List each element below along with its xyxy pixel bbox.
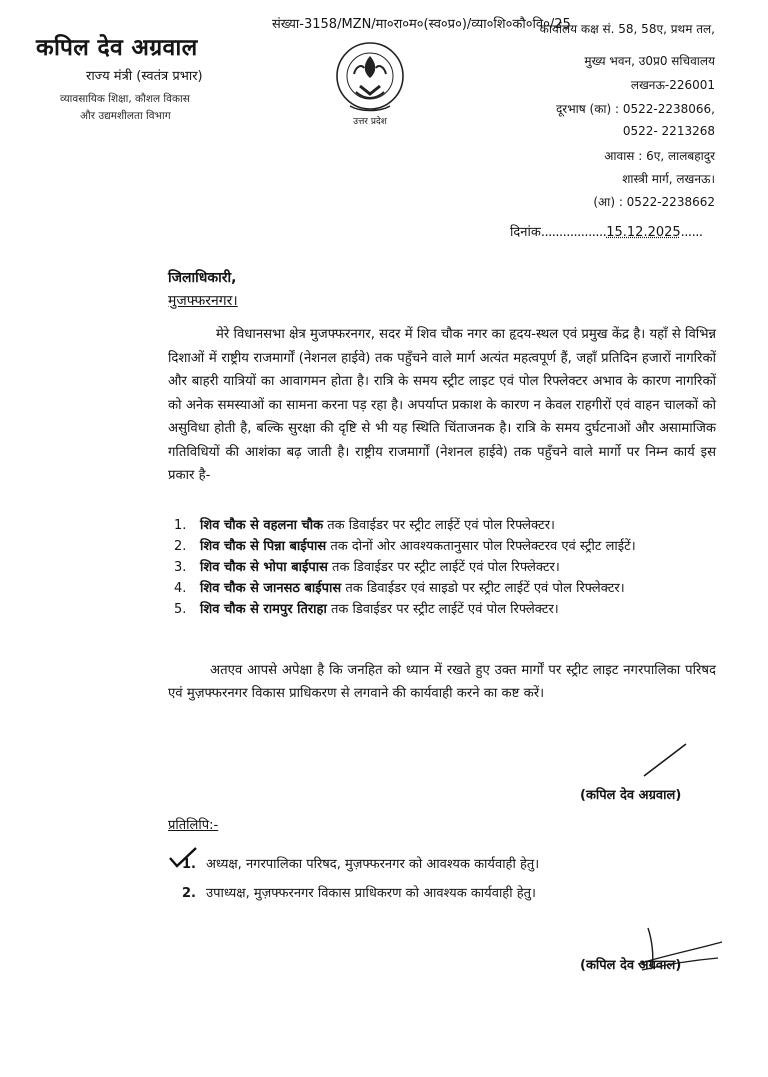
list-item — [168, 885, 728, 903]
point-number: 4. — [174, 581, 187, 596]
signature-stroke-1 — [640, 740, 690, 780]
point-route: शिव चौक से पिन्ना बाईपास — [200, 539, 327, 554]
department-line-2: और उद्यमशीलता विभाग — [80, 110, 171, 122]
body-text: मेरे विधानसभा क्षेत्र मुजफ्फरनगर, सदर में शिव चौक नगर का हृदय-स्थल एवं प्रमुख केंद्र है। यहाँ से विभिन्न दिशाओं में राष्ट्रीय राजमार्गों (नेशनल हाईवे) तक पहुँचने वाले मार्ग अत्यंत महत्वपूर्ण हैं, जहाँ प्रतिदिन हजारों नागरिकों और बाहरी यात्रियों का आवागमन होता है। रात्रि के समय स्ट्रीट लाइट एवं पोल रिफ्लेक्टर अभाव के कारण नागरिकों को अनेक समस्याओं का सामना करना पड़ रहा है। अपर्याप्त प्रकाश के कारण न केवल राहगीरों एवं वाहन चालकों को असुविधा होती है, बल्कि सुरक्षा की दृष्टि से भी यह स्थिति चिंताजनक है। रात्रि के समय दुर्घटनाओं और असामाजिक गतिविधियों की आशंका बढ़ जाती है। राष्ट्रीय राजमार्गों (नेशनल हाईवे) तक पहुँचने वाले मार्गो पर निम्न कार्य इस प्रकार है- — [168, 327, 716, 483]
point-number: 5. — [174, 602, 187, 617]
point-work: तक डिवाईडर पर स्ट्रीट लाईटें एवं पोल रिफ्लेक्टर। — [323, 518, 555, 533]
recipient-place: मुजफ्फरनगर। — [168, 293, 238, 309]
point-route: शिव चौक से रामपुर तिराहा — [200, 602, 327, 617]
point-work: तक दोनों ओर आवश्यकतानुसार पोल रिफ्लेक्टरव एवं स्ट्रीट लाईटें। — [326, 539, 636, 554]
point-work: तक डिवाईडर पर स्ट्रीट लाईटें एवं पोल रिफ्लेक्टर। — [327, 560, 560, 575]
list-item — [168, 538, 716, 555]
recipient-title: जिलाधिकारी, — [168, 270, 237, 286]
point-route: शिव चौक से वहलना चौक — [200, 518, 324, 533]
phone-office-2: 0522- 2213268 — [622, 124, 715, 138]
list-item — [168, 517, 716, 534]
point-work: तक डिवाईडर एवं साइडो पर स्ट्रीट लाईटें एवं पोल रिफ्लेक्टर। — [341, 581, 625, 596]
department-line-1: व्यावसायिक शिक्षा, कौशल विकास — [60, 93, 190, 105]
minister-name: कपिल देव अग्रवाल — [36, 35, 198, 61]
copy-text: उपाध्यक्ष, मुज़फ्फरनगर विकास प्राधिकरण को आवश्यक कार्यवाही हेतु। — [206, 886, 536, 901]
residence-address-1: आवास : 6ए, लालबहादुर — [604, 149, 715, 163]
address-line-3: लखनऊ-226001 — [630, 78, 715, 92]
residence-address-2: शास्त्री मार्ग, लखनऊ। — [622, 172, 715, 186]
point-number: 1. — [174, 518, 187, 533]
minister-designation: राज्य मंत्री (स्वतंत्र प्रभार) — [86, 69, 203, 84]
list-item — [168, 856, 728, 874]
closing-text: अतएव आपसे अपेक्षा है कि जनहित को ध्यान में रखते हुए उक्त मार्गों पर स्ट्रीट लाइट नगरपालिका परिषद एवं मुज़फ्फरनगर विकास प्राधिकरण से लगवाने की कार्यवाही करने का कष्ट करें। — [168, 663, 716, 701]
emblem-label: उत्तर प्रदेश — [353, 117, 387, 127]
signature-name-1: (कपिल देव अग्रवाल) — [580, 788, 682, 803]
date-label: दिनांक — [510, 225, 541, 240]
point-number: 3. — [174, 560, 187, 575]
list-item — [168, 559, 716, 576]
work-points-list — [168, 517, 716, 622]
closing-paragraph — [168, 659, 716, 705]
point-number: 2. — [174, 539, 187, 554]
phone-office-1: दूरभाष (का) : 0522-2238066, — [555, 102, 715, 116]
point-work: तक डिवाईडर पर स्ट्रीट लाईटें एवं पोल रिफ्लेक्टर। — [326, 602, 559, 617]
copy-text: अध्यक्ष, नगरपालिका परिषद, मुज़फ्फरनगर को आवश्यक कार्यवाही हेतु। — [206, 857, 540, 872]
address-line-1: कार्यालय कक्ष सं. 58, 58ए, प्रथम तल, — [539, 22, 715, 36]
copy-title: प्रतिलिपि:- — [168, 818, 219, 833]
copy-number: 1. — [182, 857, 196, 872]
list-item — [168, 601, 716, 618]
point-route: शिव चौक से भोपा बाईपास — [200, 560, 328, 575]
copy-list — [168, 856, 728, 914]
reference-number: संख्या-3158/MZN/मा०रा०म०(स्व०प्र०)/व्या०शि०कौ०वि०/25 — [272, 17, 571, 32]
body-paragraph — [168, 323, 716, 488]
point-route: शिव चौक से जानसठ बाईपास — [200, 581, 342, 596]
signature-name-2: (कपिल देव अग्रवाल) — [580, 958, 682, 973]
date-value: 15.12.2025 — [606, 225, 681, 240]
list-item — [168, 580, 716, 597]
copy-number: 2. — [182, 886, 196, 901]
phone-residence: (आ) : 0522-2238662 — [593, 195, 715, 209]
address-line-2: मुख्य भवन, उ0प्र0 सचिवालय — [584, 54, 715, 68]
letter-date: दिनांक..................15.12.2025...... — [510, 225, 703, 240]
